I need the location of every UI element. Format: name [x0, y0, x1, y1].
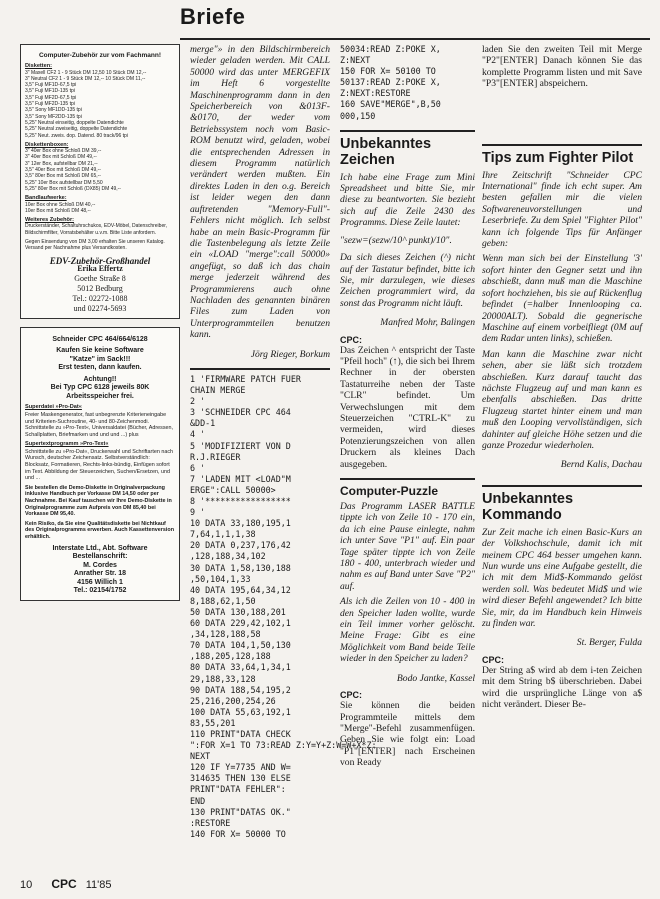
- ad-line: 5,25" Neut. zweis. dop. Datend. 80 track/96 tpi: [25, 132, 128, 139]
- letters-column-3: [340, 44, 475, 769]
- ad-section: [25, 63, 175, 139]
- ad-section-head: Supertextprogramm »Pro-Text«: [25, 441, 109, 448]
- cpc-answer-label: CPC:: [482, 654, 504, 665]
- ad-line: 3" Neutral CF2 1 - 9 Stück DM 12,-- 10 Stück DM 11,--: [25, 75, 146, 82]
- basic-listing: 1 'FIRMWARE PATCH FUER CHAIN MERGE 2 ' 3 'SCHNEIDER CPC 464 &DD-1 4 ' 5 'MODIFIZIERT VON D R.J.RIEGER 6 ' 7 'LADEN MIT <LOAD"M ERGE":CALL 50000> 8 '***************** 9 ' 10 DATA 33,180,195,1 7,64,1,1,1,38 20 DATA 0,237,176,42 ,128,188,34,102 30 DATA 1,58,130,188 ,50,104,1,33 40 DATA 195,64,34,12 8,188,62,1,50 50 DATA 130,188,201 60 DATA 229,42,102,1 ,34,128,188,58 70 DATA 104,1,50,130 ,188,205,128,188 80 DATA 33,64,1,34,1 29,188,33,128 90 DATA 188,54,195,2 25,216,200,254,26 100 DATA 55,63,192,1 83,55,201 110 PRINT"DATA CHECK ":FOR X=1 TO 73:READ Z:Y=Y+Z:W=W+X*Z: NEXT 120 IF Y=7735 AND W= 314635 THEN 130 ELSE PRINT"DATA FEHLER": END 130 PRINT"DATAS OK." :RESTORE 140 FOR X= 50000 TO: [190, 373, 377, 839]
- ad-attention: Achtung!!: [83, 375, 117, 383]
- letter-text: Ihre Zeitschrift "Schneider CPC International" finde ich echt super. Am besten gefallen mir die vielen Softwareneuvorstellungen und Leserbriefe. Zu dem Spiel "Fighter Pilot" kann ich folgende Tips für Anfänger geben:: [482, 169, 642, 250]
- cpc-answer-label: CPC:: [340, 690, 362, 701]
- ad-edv-zubehoer: [20, 44, 180, 319]
- ad-line: 5,25" Neutral zweiseitig, doppelte Datendichte: [25, 126, 128, 133]
- ad-section-head: Diskettenboxen:: [25, 141, 69, 148]
- ad-owner: Erika Effertz: [77, 263, 123, 273]
- ad-phone: Tel.: 02272-1088: [72, 293, 128, 303]
- letter-text: Wenn man sich bei der Einstellung '3' sofort hinter den Gegner setzt und ihn abschießt, dann muß man die Maschine sofort hochziehen, bis sie auf Rückenflug befindet (=halber Innenlooping ca. 20000ALT). Sobald die gegnerische Maschine auf einem vorbeifliegt (0M auf dem Radar unten links), schießen.: [482, 253, 642, 345]
- ad-line: 10er Box mit Schloß DM 48,--: [25, 207, 91, 214]
- ad-street: Anrather Str. 18: [73, 570, 127, 577]
- ad-paragraph: Schnittstelle zu »Pro-Dat«, Druckerwahl und Schriftarten nach Wunsch, deutscher Zeichensatz. Selbstverständlich: Blocksatz, Formatieren, Rechts-links-bündig, Einfügen sofort im Text. Abbildung der Steuerzeichen, Suchen/Ersetzen, und und ...: [25, 448, 174, 482]
- ad-line: 3,5" Fuji MF2D-135 tpi: [25, 101, 75, 108]
- ads-column: [20, 44, 180, 609]
- divider: [482, 485, 642, 487]
- ad-line: 5,25" Neutral einseitig, doppelte Datendichte: [25, 119, 124, 126]
- answer-text: Das Zeichen ^ entspricht der Taste "Pfeil hoch" (↑), die sich bei Ihrem Rechner in der obersten Tastaturreihe neben der Taste "CLR" befindet. Um Verwechslungen mit dem Steuerzeichen "CTRL-K" zu vermeiden, wird dieses Potenzierungszeichen von allen Druckern als kleines Dach ausgegeben.: [340, 344, 475, 470]
- article-heading: Unbekanntes Zeichen: [340, 135, 432, 168]
- article-heading: Computer-Puzzle: [340, 484, 439, 498]
- ad-paragraph: Kein Risiko, da Sie eine Qualitätsdiskette bei Nichtkauf des Originalprogramms erwerben. Auch Kassettenversion erhältlich.: [25, 520, 174, 540]
- ad-line: 3" 12er Box, aufstellbar DM 21,--: [25, 160, 98, 167]
- letter-text: Da sich dieses Zeichen (^) nicht auf der Tastatur befindet, bitte ich Sie, mir darzulegen, wie dieses Zeichen programmiert wird, da sonst das Programm nicht läuft.: [340, 252, 475, 309]
- page-number: 10: [20, 879, 33, 891]
- ad-company-logo: EDV-Zubehör-Großhandel: [49, 255, 151, 266]
- issue-date: 11'85: [85, 879, 112, 891]
- ad-section-head: Bandlaufwerke:: [25, 195, 67, 202]
- ad-line: 5,25" 10er Box aufstellbar DM 5,50: [25, 179, 103, 186]
- divider: [482, 144, 642, 146]
- ad-contact: M. Cordes: [83, 561, 117, 569]
- ad-paragraph: Sie bestellen die Demo-Diskette in Originalverpackung inklusive Handbuch per Vorkasse DM 14,50 oder per Nachnahme. Bei Kauf tauschen wir Ihre Demo-Diskette in Originalprogramme zum Aufpreis von DM 85,40 bei Vorkasse DM 95,40.: [25, 484, 172, 518]
- letters-column-2: [190, 44, 377, 840]
- ad-phone: Tel.: 02154/1752: [73, 587, 127, 594]
- ad-interstate-software: [20, 327, 180, 601]
- letter-text: merge"» in den Bildschirmbereich wieder geladen werden. Mit CALL 50000 wird das unter MERGEFIX im Heft 6 vorgestellte Maschinenprogramm dann in den Speicherbereich von &013F-&0170, der weder vom Betriebssystem noch vom Basic-ROM benutzt wird, geladen, wobei die entsprechenden Adressen in diesem Programm natürlich verändert werden mußten. Ein direktes Laden in den o.g. Bereich ist leider wegen den dann auftretenden "Memory-Full"-Fehlers nicht möglich. Ich selbst habe an mein Basic-Programm für die Tastenbelegung als letzte Zeile ein «LOAD "merge":call 50000» angefügt, so daß ich das chain merge jederzeit während des Programmierens auch ohne Nachladen des genannten binären Files zum Laden von Unterprogrammteilen benutzen kann.: [190, 44, 330, 341]
- ad-line: 3,5" Fuji MF2D-67,5 tpi: [25, 94, 77, 101]
- basic-listing-continued: 50034:READ Z:POKE X, Z:NEXT 150 FOR X= 50100 TO 50137:READ Z:POKE X, Z:NEXT:RESTORE 160 SAVE"MERGE",B,50 000,150: [340, 44, 441, 121]
- answer-text: laden Sie den zweiten Teil mit Merge "P2"[ENTER] Danach können Sie das komplette Programm listen und mit Save "P3"[ENTER] abspeichern.: [482, 44, 642, 90]
- letter-signature: Bodo Jantke, Kassel: [396, 672, 475, 684]
- ad-line: 3" 40er Box mit Schloß DM 49,--: [25, 154, 97, 161]
- letter-signature: Jörg Rieger, Borkum: [250, 348, 330, 360]
- ad-line: 10er Box ohne Schloß DM 40,--: [25, 201, 96, 208]
- letter-text: Als ich die Zeilen von 10 - 400 in den Speicher laden wollte, wurde ein Teil immer vorher gelöscht. Meine Frage: Gibt es eine Möglichkeit vom Band beide Teile wieder in den Speicher zu laden?: [340, 596, 475, 665]
- letter-text: Zur Zeit mache ich einen Basic-Kurs an der Volkshochschule, damit ich mit meinem CPC 464 besser umgehen kann. Nun wurde uns eine Aufgabe gestellt, die ich mit dem Mid$-Kommando gelöst werden soll. Was bedeutet Mid$ und wie wird dieser Befehl angewendet? Ich bitte Sie, mir, da im Handbuch kein Hinweis zu finden war.: [482, 526, 642, 630]
- ad-headline: "Katze" im Sack!!!: [69, 355, 131, 363]
- section-title: Briefe: [180, 4, 246, 29]
- ad-line: 3,5" 40er Box mit Schloß DM 49,--: [25, 167, 101, 174]
- divider: [340, 130, 475, 132]
- ad-offer: Bei Typ CPC 6128 jeweils 80K Arbeitsspeicher frei.: [50, 384, 150, 400]
- divider: [190, 368, 330, 370]
- ad-line: 3,5" 80er Box mit Schloß DM 65,--: [25, 173, 101, 180]
- ad-paragraph: Freier Maskengenerator, fast unbegrenzte Kriterieneingabe und Kriterien-Suchroutine, 40- und 80-Zeichenmodi. Schnittstelle zu »Pro-Text«, Universaldatei (Bücher, Adressen, Schallplatten, Briefmarken und und und ...) plus: [25, 411, 174, 438]
- answer-text: Der String a$ wird ab dem i-ten Zeichen mit dem String b$ überschrieben. Dabei wird die ursprüngliche Länge von a$ nicht verändert. Dieser Be-: [482, 664, 642, 711]
- cpc-answer-label: CPC:: [340, 334, 362, 345]
- ad-city: 4156 Willich 1: [77, 578, 123, 586]
- letters-column-4: [482, 44, 642, 710]
- ad-line: 3" 40er Box ohne Schloß DM 39,--: [25, 148, 102, 155]
- ad-city: 5012 Bedburg: [77, 283, 123, 293]
- article-heading: Unbekanntes Kommando: [482, 490, 574, 523]
- ad-line: 3" Maxell CF2 1 - 9 Stück DM 12,50 10 Stück DM 12,--: [25, 69, 147, 76]
- ad-street: Goethe Straße 8: [74, 273, 126, 283]
- ad-line: Druckerständer, Schaltuhrschukos, EDV-Möbel, Datenschreiber, Bildschirmfilter, Vorratsbehälter u.v.m. Bitte Liste anfordern.: [25, 223, 168, 236]
- letter-text: Ich habe eine Frage zum Mini Spreadsheet und bitte Sie, mir diese zu beantworten. Sie bezieht sich auf die Zeile 2430 des Programms. Diese Zeile lautet:: [340, 171, 475, 229]
- ad-note: Gegen Einsendung von DM 3,00 erhalten Sie unseren Katalog. Versand per Nachnahme plus Versandkosten.: [25, 239, 165, 252]
- ad-section: [25, 195, 175, 214]
- ad-section-head: Superdatei »Pro-Dat«: [25, 404, 82, 411]
- letter-text: Das Programm LASER BATTLE tippte ich von Zeile 10 - 170 ein, da ich eine Pause einlegte, nahm ich unter Save "P1" auf. Ein paar Tage später tippte ich von Zeile 180 - 400, unterbrach wieder und nahm es auf Band unter Save "P2" auf.: [340, 501, 475, 592]
- ad-section-head: Weiteres Zubehör:: [25, 217, 75, 224]
- ad-line: 3,5" Fuji MF1D-67,5 tpi: [25, 82, 77, 89]
- ad-headline: Kaufen Sie keine Software: [56, 347, 144, 355]
- letter-signature: Manfred Mohr, Balingen: [380, 317, 475, 329]
- ad-section-head: Disketten:: [25, 63, 53, 70]
- ad-company: Interstate Ltd., Abt. Software: [52, 544, 148, 552]
- ad-line: 3,5" Fuji MF1D-135 tpi: [25, 88, 75, 95]
- magazine-brand: CPC: [51, 877, 77, 891]
- ad-section: [25, 217, 175, 236]
- section-header: [180, 4, 650, 40]
- formula-text: "sezw=(sezw/10^ punkt)/10".: [340, 234, 452, 246]
- letter-text: Man kann die Maschine zwar nicht sehen, aber sie läßt sich trotzdem abschießen. Kurz darauf taucht das nächste Flugzeug auf und man kann es ebenfalls abschießen. Das dritte Flugzeug startet hinter einem und man muß den Looping vervollständigen, sich dahinter auf gleiche Höhe setzen und die ganze Prozedur wiederholen.: [482, 348, 642, 451]
- ad-contact-label: Bestellanschrift:: [72, 553, 128, 560]
- ad-title: Schneider CPC 464/664/6128: [52, 335, 148, 343]
- ad-line: 3,5" Sony MF1DD-135 tpi: [25, 107, 82, 114]
- ad-headline: Erst testen, dann kaufen.: [58, 364, 142, 372]
- ad-line: 3,5" Sony MF2DD-135 tpi: [25, 113, 82, 120]
- article-heading: Tips zum Fighter Pilot: [482, 149, 634, 166]
- divider: [340, 478, 475, 480]
- answer-text: Sie können die beiden Programmteile mittels dem "Merge"-Befehl zusammenfügen. Geben Sie wie folgt ein: Load "P1"[ENTER] nach Erscheinen von Ready: [340, 700, 475, 769]
- ad-title: Computer-Zubehör zur vom Fachmann!: [38, 52, 162, 59]
- page-footer: [20, 877, 111, 891]
- ad-phone: und 02274-5693: [73, 303, 127, 313]
- letter-signature: St. Berger, Fulda: [576, 637, 642, 649]
- ad-section: [25, 142, 175, 192]
- ad-line: 5,25" 80er Box mit Schloß (DX85) DM 49,--: [25, 185, 121, 192]
- letter-signature: Bernd Kalis, Dachau: [560, 459, 642, 471]
